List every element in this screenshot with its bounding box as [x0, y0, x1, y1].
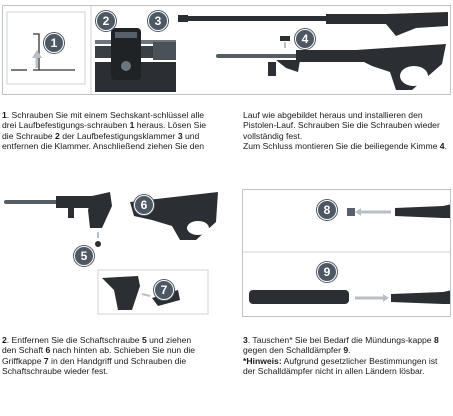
- illustration-stock-removal: [2, 186, 226, 316]
- callout-badge-5: 5: [74, 246, 94, 266]
- callout-badge-4: 4: [295, 29, 315, 49]
- callout-badge-1: 1: [44, 33, 64, 53]
- illustration-muzzle-silencer: [242, 189, 451, 317]
- callout-badge-7: 7: [154, 280, 174, 300]
- callout-badge-8: 8: [317, 200, 337, 220]
- illustration-pistol-barrel: [176, 5, 451, 95]
- instruction-step-3: 3. Tauschen* Sie bei Bedarf die Mündungs-kappe 8 gegen den Schalldämpfer 9. *Hinweis: Aufgrund gesetzlicher Bestimmungen ist der Schalldämpfer nicht in allen Ländern lösbar.: [243, 335, 439, 377]
- callout-badge-9: 9: [317, 262, 337, 282]
- pistol-barrel-drawing: [176, 6, 451, 95]
- instruction-step-1-continued: Lauf wie abgebildet heraus und installieren den Pistolen-Lauf. Schrauben Sie die Schrauben wieder vollständig fest. Zum Schluss montieren Sie die beiliegende Kimme 4.: [243, 110, 447, 152]
- callout-badge-2: 2: [96, 11, 116, 31]
- muzzle-silencer-drawing: [243, 190, 451, 317]
- stock-removal-drawing: [2, 186, 226, 316]
- instruction-step-2: 2. Entfernen Sie die Schaftschraube 5 und ziehen den Schaft 6 nach hinten ab. Schieben Sie nun die Griffkappe 7 in den Handgriff und Schrauben die Schaftschraube wieder fest.: [2, 335, 196, 377]
- callout-badge-3: 3: [148, 11, 168, 31]
- instruction-step-1: 1. Schrauben Sie mit einem Sechskant-schlüssel alle drei Laufbefestigungs-schrauben 1 heraus. Lösen Sie die Schraube 2 der Laufbefestigungsklammer 3 und entfernen die Klammer. Anschließend ziehen Sie den: [2, 110, 207, 152]
- callout-badge-6: 6: [134, 195, 154, 215]
